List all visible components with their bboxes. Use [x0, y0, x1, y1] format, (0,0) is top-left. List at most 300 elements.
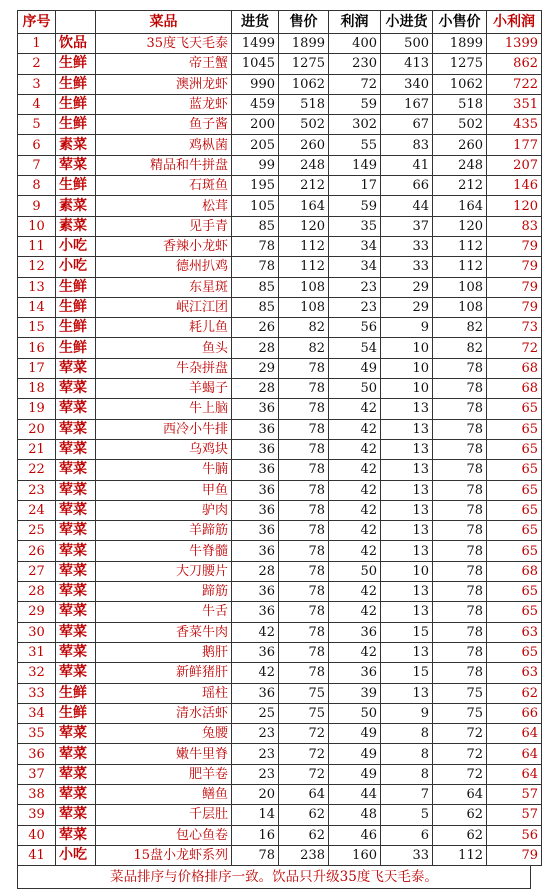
- row-price: 120: [279, 216, 329, 236]
- row-dish: 新鲜猪肝: [96, 663, 232, 683]
- row-cost: 36: [232, 683, 279, 703]
- row-small-price: 78: [433, 582, 487, 602]
- table-row: [18, 74, 542, 94]
- row-small-cost: 13: [381, 582, 433, 602]
- row-small-cost: 33: [381, 845, 433, 865]
- table-row: [18, 521, 542, 541]
- row-price: 78: [279, 500, 329, 520]
- row-cost: 28: [232, 379, 279, 399]
- row-small-price: 62: [433, 825, 487, 845]
- header-index: 序号: [18, 11, 56, 34]
- row-category: 荤菜: [56, 561, 96, 581]
- row-price: 78: [279, 642, 329, 662]
- row-small-profit: 64: [487, 744, 542, 764]
- row-category: 小吃: [56, 257, 96, 277]
- header-row: [18, 11, 542, 34]
- row-small-price: 78: [433, 439, 487, 459]
- row-category: 荤菜: [56, 642, 96, 662]
- row-small-price: 82: [433, 318, 487, 338]
- row-small-profit: 83: [487, 216, 542, 236]
- table-row: [18, 135, 542, 155]
- row-small-cost: 340: [381, 74, 433, 94]
- row-profit: 34: [329, 236, 381, 256]
- row-small-cost: 33: [381, 236, 433, 256]
- row-index: 1: [18, 34, 56, 54]
- row-profit: 36: [329, 622, 381, 642]
- row-dish: 松茸: [96, 196, 232, 216]
- row-small-profit: 1399: [487, 34, 542, 54]
- table-row: [18, 439, 542, 459]
- row-dish: 牛舌: [96, 602, 232, 622]
- row-price: 248: [279, 155, 329, 175]
- row-small-price: 248: [433, 155, 487, 175]
- row-price: 518: [279, 94, 329, 114]
- row-profit: 55: [329, 135, 381, 155]
- row-profit: 17: [329, 176, 381, 196]
- row-index: 9: [18, 196, 56, 216]
- row-cost: 99: [232, 155, 279, 175]
- row-category: 生鲜: [56, 54, 96, 74]
- row-category: 荤菜: [56, 724, 96, 744]
- row-price: 72: [279, 744, 329, 764]
- row-cost: 36: [232, 460, 279, 480]
- row-index: 19: [18, 399, 56, 419]
- table-row: [18, 257, 542, 277]
- table-row: [18, 196, 542, 216]
- row-dish: 西冷小牛排: [96, 419, 232, 439]
- row-small-price: 78: [433, 642, 487, 662]
- row-small-profit: 65: [487, 480, 542, 500]
- row-profit: 42: [329, 521, 381, 541]
- row-price: 72: [279, 764, 329, 784]
- row-dish: 香菜牛肉: [96, 622, 232, 642]
- row-small-price: 78: [433, 460, 487, 480]
- row-profit: 48: [329, 805, 381, 825]
- row-dish: 牛脊髓: [96, 541, 232, 561]
- row-cost: 42: [232, 663, 279, 683]
- row-cost: 78: [232, 845, 279, 865]
- row-price: 112: [279, 236, 329, 256]
- row-small-cost: 41: [381, 155, 433, 175]
- row-small-price: 518: [433, 94, 487, 114]
- row-index: 27: [18, 561, 56, 581]
- row-small-price: 78: [433, 480, 487, 500]
- row-small-cost: 413: [381, 54, 433, 74]
- table-row: [18, 764, 542, 784]
- row-dish: 大刀腰片: [96, 561, 232, 581]
- footer-note: 菜品排序与价格排序一致。饮品只升级35度飞天毛泰。: [17, 866, 531, 889]
- row-cost: 1045: [232, 54, 279, 74]
- row-price: 108: [279, 277, 329, 297]
- row-dish: 鱼子酱: [96, 115, 232, 135]
- row-index: 39: [18, 805, 56, 825]
- row-profit: 23: [329, 297, 381, 317]
- row-profit: 39: [329, 683, 381, 703]
- row-profit: 35: [329, 216, 381, 236]
- row-category: 荤菜: [56, 622, 96, 642]
- row-category: 素菜: [56, 196, 96, 216]
- table-row: [18, 94, 542, 114]
- row-small-profit: 57: [487, 805, 542, 825]
- row-small-profit: 65: [487, 419, 542, 439]
- table-row: [18, 642, 542, 662]
- row-dish: 嫩牛里脊: [96, 744, 232, 764]
- row-index: 37: [18, 764, 56, 784]
- row-small-price: 72: [433, 724, 487, 744]
- row-price: 78: [279, 379, 329, 399]
- row-small-price: 260: [433, 135, 487, 155]
- row-category: 荤菜: [56, 358, 96, 378]
- row-index: 36: [18, 744, 56, 764]
- row-index: 40: [18, 825, 56, 845]
- row-profit: 42: [329, 602, 381, 622]
- row-small-price: 64: [433, 784, 487, 804]
- row-dish: 兔腰: [96, 724, 232, 744]
- row-index: 13: [18, 277, 56, 297]
- row-small-price: 108: [433, 297, 487, 317]
- row-category: 荤菜: [56, 805, 96, 825]
- row-small-cost: 8: [381, 764, 433, 784]
- row-small-cost: 9: [381, 703, 433, 723]
- row-price: 164: [279, 196, 329, 216]
- row-index: 25: [18, 521, 56, 541]
- row-index: 8: [18, 176, 56, 196]
- table-row: [18, 703, 542, 723]
- header-cost: 进货: [232, 11, 279, 34]
- row-index: 26: [18, 541, 56, 561]
- table-row: [18, 724, 542, 744]
- row-dish: 牛上脑: [96, 399, 232, 419]
- row-dish: 鹅肝: [96, 642, 232, 662]
- row-index: 38: [18, 784, 56, 804]
- row-price: 112: [279, 257, 329, 277]
- row-small-profit: 65: [487, 460, 542, 480]
- row-category: 生鲜: [56, 94, 96, 114]
- row-small-cost: 13: [381, 419, 433, 439]
- row-dish: 甲鱼: [96, 480, 232, 500]
- row-price: 75: [279, 683, 329, 703]
- row-profit: 400: [329, 34, 381, 54]
- row-dish: 包心鱼卷: [96, 825, 232, 845]
- row-cost: 36: [232, 602, 279, 622]
- row-cost: 26: [232, 318, 279, 338]
- row-index: 30: [18, 622, 56, 642]
- row-price: 108: [279, 297, 329, 317]
- row-small-cost: 13: [381, 683, 433, 703]
- row-price: 1275: [279, 54, 329, 74]
- row-small-price: 1899: [433, 34, 487, 54]
- row-dish: 东星斑: [96, 277, 232, 297]
- row-small-cost: 10: [381, 561, 433, 581]
- row-cost: 29: [232, 358, 279, 378]
- row-category: 小吃: [56, 845, 96, 865]
- row-price: 78: [279, 622, 329, 642]
- row-index: 24: [18, 500, 56, 520]
- row-cost: 36: [232, 642, 279, 662]
- row-dish: 石斑鱼: [96, 176, 232, 196]
- row-cost: 25: [232, 703, 279, 723]
- row-price: 62: [279, 805, 329, 825]
- row-small-cost: 13: [381, 602, 433, 622]
- row-cost: 28: [232, 561, 279, 581]
- row-small-cost: 67: [381, 115, 433, 135]
- row-dish: 35度飞天毛泰: [96, 34, 232, 54]
- row-small-profit: 57: [487, 784, 542, 804]
- row-small-profit: 66: [487, 703, 542, 723]
- row-small-cost: 10: [381, 338, 433, 358]
- row-price: 78: [279, 602, 329, 622]
- table-row: [18, 155, 542, 175]
- row-category: 荤菜: [56, 825, 96, 845]
- row-price: 78: [279, 419, 329, 439]
- row-cost: 105: [232, 196, 279, 216]
- row-cost: 16: [232, 825, 279, 845]
- table-row: [18, 480, 542, 500]
- row-small-cost: 37: [381, 216, 433, 236]
- row-price: 78: [279, 399, 329, 419]
- row-index: 33: [18, 683, 56, 703]
- table-row: [18, 358, 542, 378]
- row-index: 7: [18, 155, 56, 175]
- row-dish: 千层肚: [96, 805, 232, 825]
- row-small-profit: 56: [487, 825, 542, 845]
- row-cost: 36: [232, 439, 279, 459]
- row-small-cost: 13: [381, 541, 433, 561]
- table-row: [18, 683, 542, 703]
- row-small-price: 78: [433, 622, 487, 642]
- row-small-profit: 65: [487, 521, 542, 541]
- row-cost: 23: [232, 744, 279, 764]
- row-index: 4: [18, 94, 56, 114]
- row-dish: 牛腩: [96, 460, 232, 480]
- row-small-profit: 68: [487, 358, 542, 378]
- table-row: [18, 419, 542, 439]
- row-profit: 42: [329, 582, 381, 602]
- row-profit: 302: [329, 115, 381, 135]
- row-small-profit: 79: [487, 257, 542, 277]
- row-index: 2: [18, 54, 56, 74]
- row-dish: 鸡枞菌: [96, 135, 232, 155]
- table-row: [18, 561, 542, 581]
- row-cost: 42: [232, 622, 279, 642]
- table-row: [18, 622, 542, 642]
- table-row: [18, 582, 542, 602]
- row-index: 17: [18, 358, 56, 378]
- row-profit: 36: [329, 663, 381, 683]
- row-small-profit: 62: [487, 683, 542, 703]
- header-profit: 利润: [329, 11, 381, 34]
- row-profit: 54: [329, 338, 381, 358]
- row-dish: 耗儿鱼: [96, 318, 232, 338]
- row-small-profit: 65: [487, 642, 542, 662]
- row-price: 212: [279, 176, 329, 196]
- row-category: 荤菜: [56, 419, 96, 439]
- row-small-cost: 13: [381, 642, 433, 662]
- row-category: 生鲜: [56, 318, 96, 338]
- row-profit: 149: [329, 155, 381, 175]
- row-profit: 50: [329, 379, 381, 399]
- row-small-profit: 68: [487, 561, 542, 581]
- table-row: [18, 379, 542, 399]
- row-index: 31: [18, 642, 56, 662]
- row-small-cost: 7: [381, 784, 433, 804]
- row-price: 78: [279, 582, 329, 602]
- row-small-price: 78: [433, 399, 487, 419]
- row-small-price: 75: [433, 703, 487, 723]
- row-small-price: 108: [433, 277, 487, 297]
- row-price: 260: [279, 135, 329, 155]
- row-cost: 36: [232, 399, 279, 419]
- row-profit: 42: [329, 399, 381, 419]
- table-row: [18, 216, 542, 236]
- row-profit: 49: [329, 724, 381, 744]
- row-small-cost: 500: [381, 34, 433, 54]
- row-dish: 帝王蟹: [96, 54, 232, 74]
- row-category: 小吃: [56, 236, 96, 256]
- row-cost: 36: [232, 541, 279, 561]
- row-profit: 42: [329, 480, 381, 500]
- row-price: 78: [279, 561, 329, 581]
- row-dish: 羊蝎子: [96, 379, 232, 399]
- row-category: 生鲜: [56, 176, 96, 196]
- row-category: 荤菜: [56, 480, 96, 500]
- table-row: [18, 236, 542, 256]
- row-cost: 36: [232, 500, 279, 520]
- row-small-profit: 64: [487, 764, 542, 784]
- row-small-cost: 13: [381, 439, 433, 459]
- table-row: [18, 318, 542, 338]
- table-row: [18, 784, 542, 804]
- row-dish: 澳洲龙虾: [96, 74, 232, 94]
- row-cost: 36: [232, 480, 279, 500]
- row-cost: 990: [232, 74, 279, 94]
- row-small-cost: 13: [381, 399, 433, 419]
- row-small-profit: 72: [487, 338, 542, 358]
- row-small-price: 75: [433, 683, 487, 703]
- row-price: 78: [279, 480, 329, 500]
- row-cost: 23: [232, 764, 279, 784]
- row-cost: 36: [232, 521, 279, 541]
- row-dish: 鱼头: [96, 338, 232, 358]
- table-row: [18, 744, 542, 764]
- row-profit: 49: [329, 744, 381, 764]
- row-small-cost: 29: [381, 297, 433, 317]
- row-index: 32: [18, 663, 56, 683]
- row-category: 荤菜: [56, 379, 96, 399]
- row-small-profit: 65: [487, 582, 542, 602]
- row-small-profit: 63: [487, 622, 542, 642]
- header-small-cost: 小进货: [381, 11, 433, 34]
- row-index: 22: [18, 460, 56, 480]
- row-cost: 85: [232, 297, 279, 317]
- row-small-profit: 120: [487, 196, 542, 216]
- row-small-cost: 13: [381, 460, 433, 480]
- row-small-price: 78: [433, 521, 487, 541]
- row-price: 78: [279, 521, 329, 541]
- row-cost: 36: [232, 582, 279, 602]
- row-category: 荤菜: [56, 155, 96, 175]
- row-profit: 56: [329, 318, 381, 338]
- row-category: 生鲜: [56, 115, 96, 135]
- row-price: 82: [279, 318, 329, 338]
- row-small-profit: 722: [487, 74, 542, 94]
- price-table-sheet: [17, 10, 538, 889]
- row-price: 502: [279, 115, 329, 135]
- row-price: 62: [279, 825, 329, 845]
- row-dish: 羊蹄筋: [96, 521, 232, 541]
- row-category: 素菜: [56, 216, 96, 236]
- row-small-cost: 167: [381, 94, 433, 114]
- row-cost: 78: [232, 257, 279, 277]
- row-index: 34: [18, 703, 56, 723]
- row-category: 生鲜: [56, 338, 96, 358]
- table-row: [18, 277, 542, 297]
- header-small-profit: 小利润: [487, 11, 542, 34]
- row-price: 78: [279, 541, 329, 561]
- row-index: 23: [18, 480, 56, 500]
- row-dish: 乌鸡块: [96, 439, 232, 459]
- row-small-price: 78: [433, 379, 487, 399]
- row-profit: 59: [329, 196, 381, 216]
- row-index: 3: [18, 74, 56, 94]
- row-small-price: 112: [433, 257, 487, 277]
- row-cost: 23: [232, 724, 279, 744]
- row-cost: 1499: [232, 34, 279, 54]
- header-small-price: 小售价: [433, 11, 487, 34]
- row-index: 15: [18, 318, 56, 338]
- row-cost: 78: [232, 236, 279, 256]
- row-profit: 230: [329, 54, 381, 74]
- row-profit: 42: [329, 460, 381, 480]
- row-small-cost: 13: [381, 521, 433, 541]
- table-row: [18, 805, 542, 825]
- table-row: [18, 115, 542, 135]
- row-dish: 鳝鱼: [96, 784, 232, 804]
- row-small-price: 78: [433, 500, 487, 520]
- row-cost: 205: [232, 135, 279, 155]
- header-dish: 菜品: [96, 11, 232, 34]
- row-small-profit: 862: [487, 54, 542, 74]
- row-dish: 蹄筋: [96, 582, 232, 602]
- row-category: 荤菜: [56, 541, 96, 561]
- row-small-profit: 435: [487, 115, 542, 135]
- row-price: 78: [279, 460, 329, 480]
- row-small-price: 78: [433, 561, 487, 581]
- row-small-price: 78: [433, 602, 487, 622]
- row-category: 素菜: [56, 135, 96, 155]
- row-index: 14: [18, 297, 56, 317]
- row-dish: 清水活虾: [96, 703, 232, 723]
- row-small-cost: 66: [381, 176, 433, 196]
- row-category: 荤菜: [56, 521, 96, 541]
- row-small-price: 120: [433, 216, 487, 236]
- row-small-cost: 13: [381, 480, 433, 500]
- row-small-price: 62: [433, 805, 487, 825]
- row-category: 荤菜: [56, 460, 96, 480]
- table-row: [18, 602, 542, 622]
- row-dish: 见手青: [96, 216, 232, 236]
- row-small-cost: 44: [381, 196, 433, 216]
- row-profit: 34: [329, 257, 381, 277]
- row-small-profit: 79: [487, 277, 542, 297]
- row-index: 6: [18, 135, 56, 155]
- row-index: 41: [18, 845, 56, 865]
- row-category: 生鲜: [56, 683, 96, 703]
- row-small-profit: 146: [487, 176, 542, 196]
- table-row: [18, 500, 542, 520]
- table-body: [18, 34, 542, 866]
- row-cost: 85: [232, 277, 279, 297]
